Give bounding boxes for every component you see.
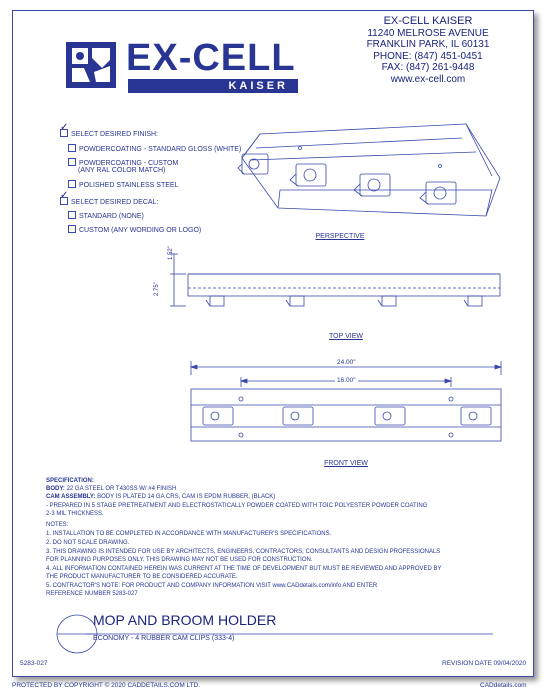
note-line: 5. CONTRACTOR'S NOTE: FOR PRODUCT AND COMPANY INFORMATION VISIT www.CADdetails.com/info AND ENTER [46, 583, 378, 589]
note-line: FOR PLANNING PURPOSES ONLY. THIS DRAWING MAY NOT BE USED FOR CONSTRUCTION. [46, 557, 313, 563]
finish-heading-checkbox[interactable] [60, 129, 68, 137]
address-line-2: FRANKLIN PARK, IL 60131 [366, 39, 490, 50]
front-view-clips [203, 407, 491, 425]
finish-polished-checkbox[interactable] [68, 180, 76, 188]
finish-custom-checkbox[interactable] [68, 158, 76, 166]
decal-heading-checkbox[interactable] [60, 197, 68, 205]
revision-date: REVISION DATE 09/04/2020 [442, 660, 527, 667]
finish-standard-gloss-checkbox[interactable] [68, 144, 76, 152]
decal-option-standard: STANDARD (NONE) [68, 211, 144, 221]
decal-standard-checkbox[interactable] [68, 211, 76, 219]
finish-option-custom-note: (ANY RAL COLOR MATCH) [78, 167, 166, 174]
top-view-label: TOP VIEW [329, 333, 363, 340]
website-link[interactable]: www.ex-cell.com [390, 73, 466, 85]
note-line: 2. DO NOT SCALE DRAWING. [46, 540, 130, 546]
contact-block [328, 16, 528, 85]
caddetails-link[interactable]: CADdetails.com [480, 682, 527, 689]
drawing-title: MOP AND BROOM HOLDER [93, 612, 277, 628]
spec-body: BODY: 22 GA STEEL OR T430SS W/ #4 FINISH [46, 486, 177, 492]
finish-option-standard-gloss: POWDERCOATING - STANDARD GLOSS (WHITE) [68, 144, 241, 154]
finish-option-polished: POLISHED STAINLESS STEEL [68, 180, 178, 190]
decal-heading: ✓SELECT DESIRED DECAL: [60, 197, 158, 207]
spec-line-3: - PREPARED IN 5 STAGE PRETREATMENT AND ELECTROSTATICALLY POWDER COATED WITH TGIC POLYESTER POWDER COATING [46, 503, 428, 509]
dim-inner-width: 16.00" [337, 377, 356, 384]
note-line: THE PRODUCT MANUFACTURER TO BE CONSIDERED ACCURATE. [46, 574, 238, 580]
address-line-1: 11240 MELROSE AVENUE [367, 27, 489, 39]
decal-option-custom: CUSTOM (ANY WORDING OR LOGO) [68, 225, 201, 235]
front-view-label: FRONT VIEW [324, 460, 368, 467]
note-line: 4. ALL INFORMATION CONTAINED HEREIN WAS CURRENT AT THE TIME OF DEVELOPMENT BUT MUST BE REVIEWED AND APPROVED BY [46, 566, 442, 572]
top-view-drawing [160, 250, 520, 325]
logo-sub-bar [128, 79, 298, 93]
finish-heading: ✓SELECT DESIRED FINISH: [60, 129, 158, 139]
fax: FAX: (847) 261-9448 [381, 62, 475, 73]
decal-custom-checkbox[interactable] [68, 225, 76, 233]
company-name: EX-CELL KAISER [383, 15, 473, 27]
logo-sub: KAISER [228, 80, 288, 92]
note-line: 3. THIS DRAWING IS INTENDED FOR USE BY ARCHITECTS, ENGINEERS, CONTRACTORS, CONSULTANTS AND DESIGN PROFESSIONALS [46, 549, 441, 555]
perspective-clips [238, 154, 456, 204]
dim-overall-width: 24.00" [337, 359, 356, 366]
drawing-subtitle: ECONOMY - 4 RUBBER CAM CLIPS (333-4) [93, 635, 235, 642]
logo-brand: EX-CELL [126, 37, 296, 79]
spec-heading: SPECIFICATION: [46, 478, 94, 484]
phone: PHONE: (847) 451-0451 [373, 50, 483, 62]
dim-depth: 2.75" [154, 282, 160, 296]
top-view-clips [206, 296, 482, 306]
spec-cam: CAM ASSEMBLY: BODY IS PLATED 14 GA CRS, CAM IS EPDM RUBBER, (BLACK) [46, 494, 276, 500]
spec-line-4: 2-3 MIL THICKNESS. [46, 511, 104, 517]
finish-option-custom: POWDERCOATING - CUSTOM [68, 158, 178, 168]
copyright: PROTECTED BY COPYRIGHT © 2020 CADDETAILS.COM LTD. [12, 682, 201, 689]
drawing-reference: 5283-027 [20, 660, 48, 667]
perspective-drawing [230, 118, 520, 233]
front-view-drawing [175, 355, 515, 453]
logo-mark-icon [62, 38, 124, 94]
note-line: REFERENCE NUMBER 5283-027 [46, 591, 138, 597]
dim-height-top: 1.52" [168, 246, 174, 260]
perspective-label: PERSPECTIVE [315, 233, 365, 240]
note-line: 1. INSTALLATION TO BE COMPLETED IN ACCORDANCE WITH MANUFACTURER'S SPECIFICATIONS. [46, 531, 332, 537]
notes-heading: NOTES: [46, 522, 69, 528]
